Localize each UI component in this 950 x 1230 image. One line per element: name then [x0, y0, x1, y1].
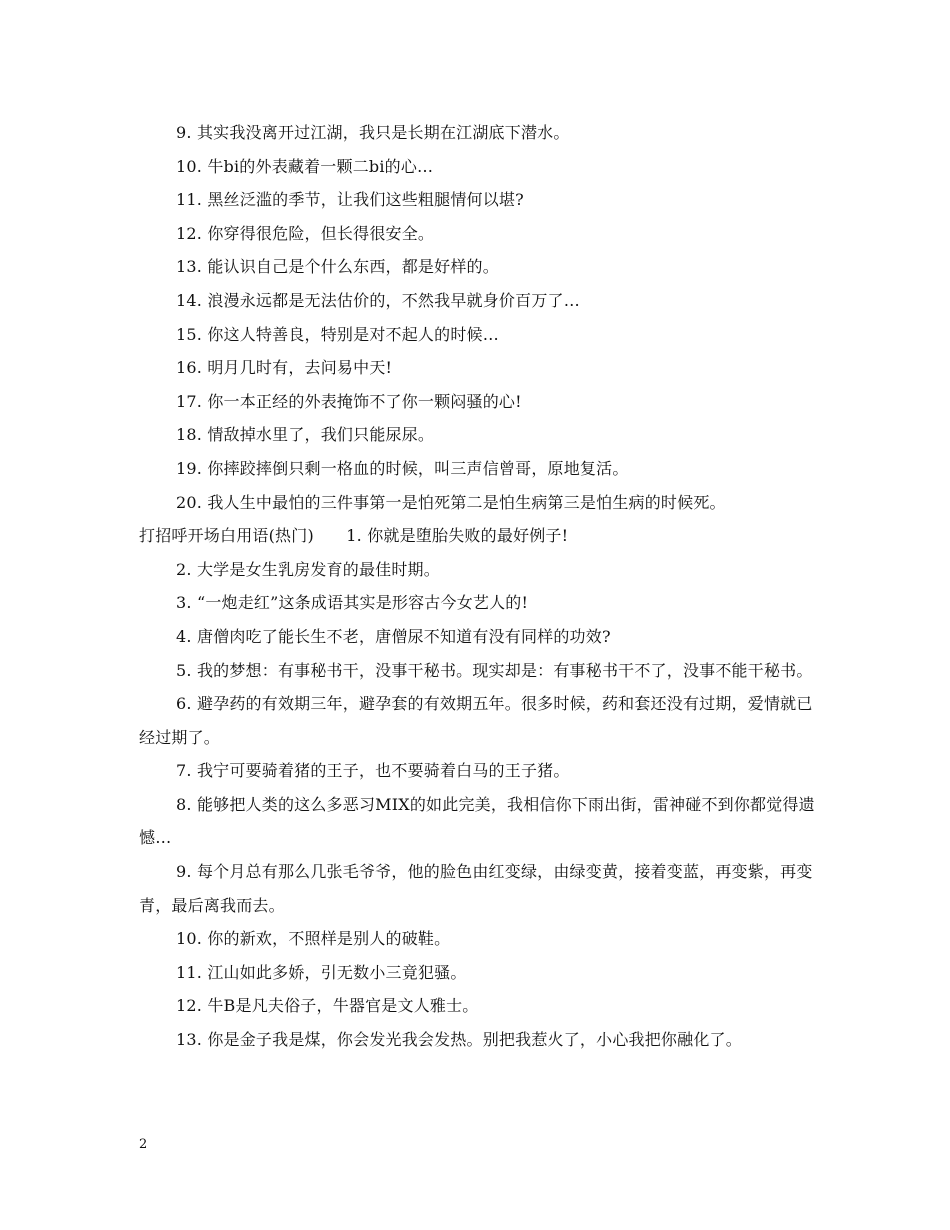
paragraph: 10. 牛bi的外表藏着一颗二bi的心… — [176, 156, 434, 176]
paragraph: 11. 江山如此多娇，引无数小三竟犯骚。 — [176, 962, 467, 982]
paragraph: 10. 你的新欢，不照样是别人的破鞋。 — [176, 929, 451, 949]
paragraph: 19. 你摔跤摔倒只剩一格血的时候，叫三声信曾哥，原地复活。 — [176, 458, 629, 478]
paragraph: 3. “一炮走红”这条成语其实是形容古今女艺人的! — [176, 593, 529, 613]
paragraph: 11. 黑丝泛滥的季节，让我们这些粗腿情何以堪? — [176, 190, 524, 210]
paragraph: 18. 情敌掉水里了，我们只能尿尿。 — [176, 425, 435, 445]
page-number: 2 — [139, 1137, 148, 1152]
paragraph: 20. 我人生中最怕的三件事第一是怕死第二是怕生病第三是怕生病的时候死。 — [176, 492, 726, 512]
paragraph: 13. 你是金子我是煤，你会发光我会发热。别把我惹火了，小心我把你融化了。 — [176, 1030, 742, 1050]
section-heading-paragraph: 打招呼开场白用语(热门) 1. 你就是堕胎失败的最好例子! — [139, 526, 569, 546]
paragraph: 15. 你这人特善良，特别是对不起人的时候… — [176, 324, 499, 344]
paragraph: 2. 大学是女生乳房发育的最佳时期。 — [176, 559, 440, 579]
paragraph: 17. 你一本正经的外表掩饰不了你一颗闷骚的心! — [176, 391, 522, 411]
paragraph: 14. 浪漫永远都是无法估价的，不然我早就身价百万了… — [176, 290, 580, 310]
paragraph: 4. 唐僧肉吃了能长生不老，唐僧尿不知道有没有同样的功效? — [176, 626, 611, 646]
body-text — [139, 116, 819, 1057]
paragraph: 13. 能认识自己是个什么东西，都是好样的。 — [176, 257, 499, 277]
paragraph: 12. 你穿得很危险，但长得很安全。 — [176, 223, 435, 243]
paragraph: 7. 我宁可要骑着猪的王子，也不要骑着白马的王子猪。 — [176, 761, 570, 781]
paragraph: 9. 每个月总有那么几张毛爷爷，他的脸色由红变绿，由绿变黄，接着变蓝，再变紫，再变青，最后离我而去。 — [139, 862, 813, 915]
paragraph: 5. 我的梦想：有事秘书干，没事干秘书。现实却是：有事秘书干不了，没事不能干秘书。 — [176, 660, 813, 680]
paragraph: 6. 避孕药的有效期三年，避孕套的有效期五年。很多时候，药和套还没有过期，爱情就已经过期了。 — [139, 694, 813, 747]
paragraph: 8. 能够把人类的这么多恶习MIX的如此完美，我相信你下雨出街，雷神碰不到你都觉得遗憾… — [139, 794, 815, 848]
paragraph: 9. 其实我没离开过江湖，我只是长期在江湖底下潜水。 — [176, 123, 570, 142]
paragraph: 12. 牛B是凡夫俗子，牛器官是文人雅士。 — [176, 996, 479, 1016]
paragraph: 16. 明月几时有，去问易中天! — [176, 358, 393, 378]
